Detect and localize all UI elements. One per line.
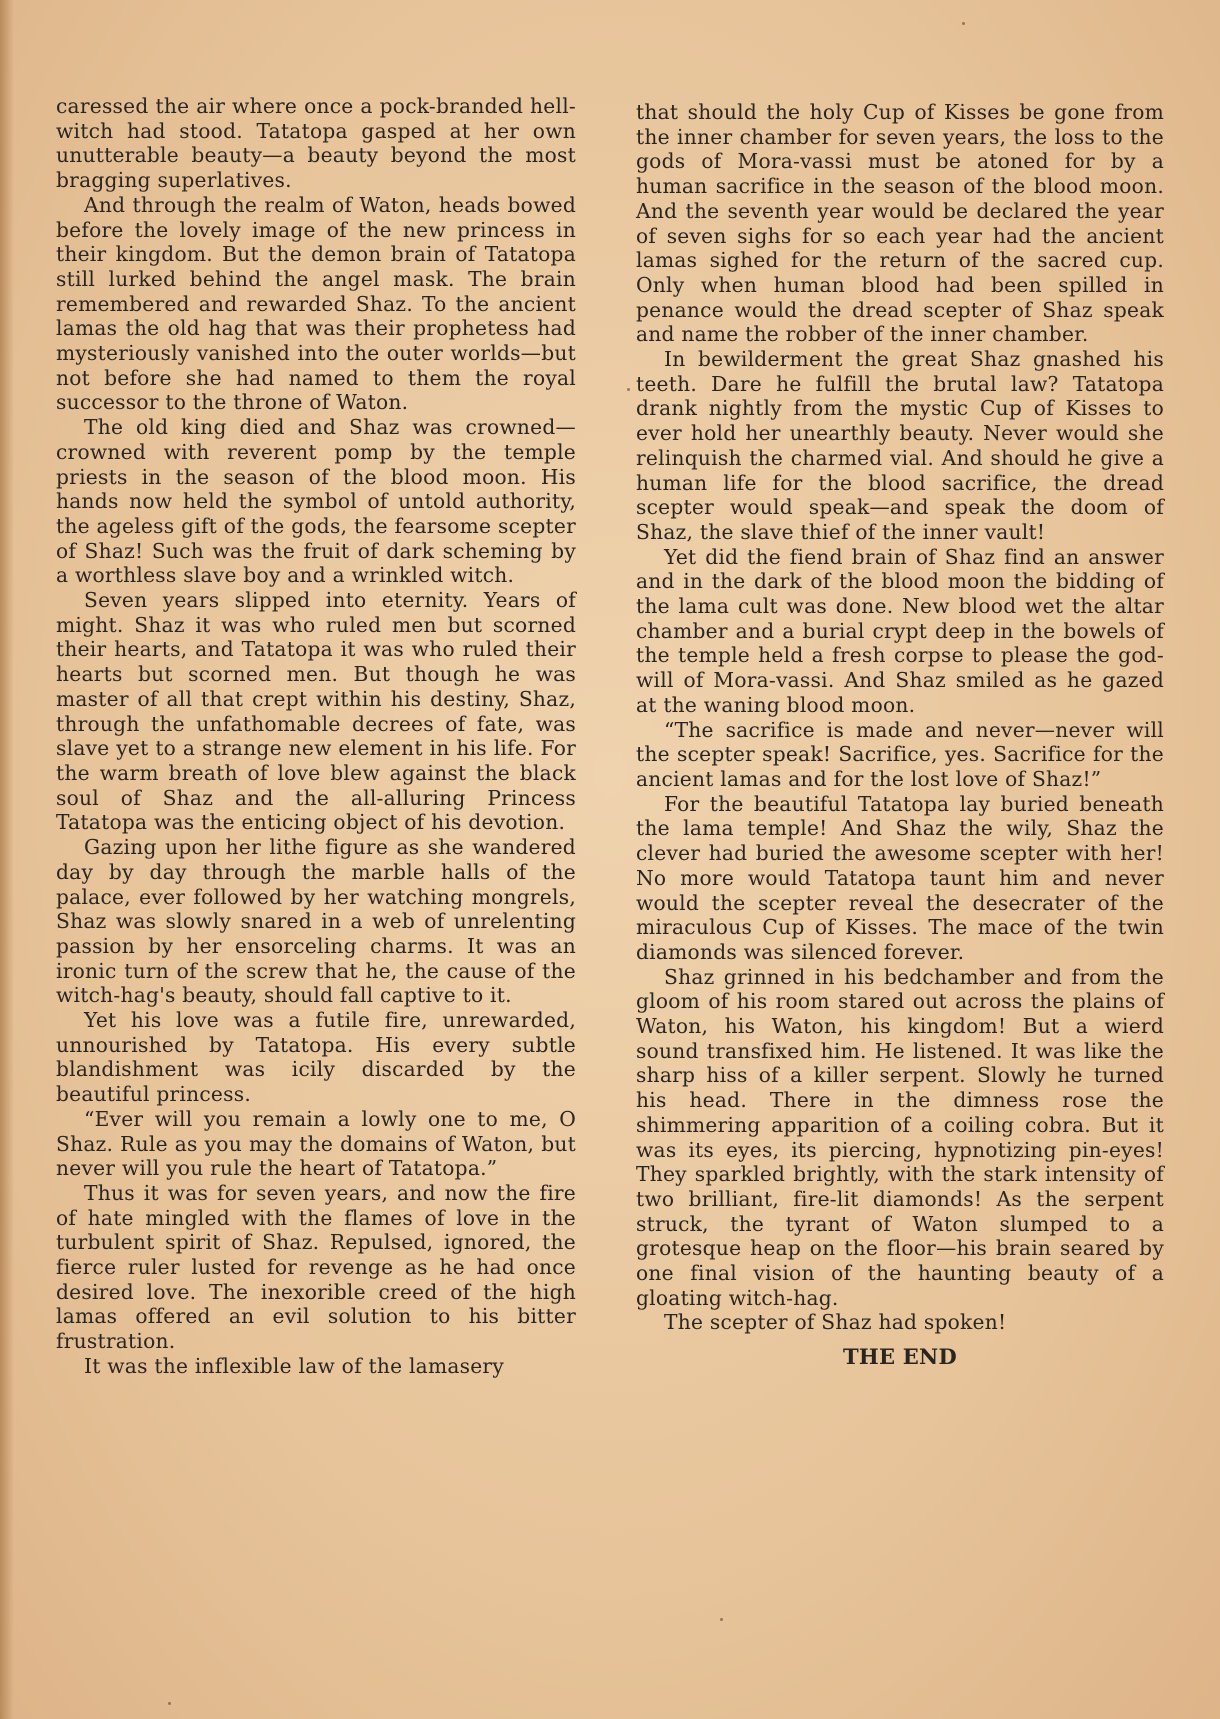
paragraph: It was the inflexible law of the lamasery: [84, 1353, 504, 1378]
right-text-column: [636, 100, 1164, 1370]
paragraph: Gazing upon her lithe figure as she wandered day by day through the marble halls of the palace, ever followed by her watching mongrels, Shaz was slowly snared in a web of unrelenting passion by her ensorceling charms. It was an ironic turn of the screw that he, the cause of the witch-hag's beauty, should fall captive to it.: [56, 835, 576, 1008]
paragraph: And through the realm of Waton, heads bowed before the lovely image of the new princess in their kingdom. But the demon brain of Tatatopa still lurked behind the angel mask. The brain remembered and rewarded Shaz. To the ancient lamas the old hag that was their prophetess had mysteriously vanished into the outer worlds—but not before she had named to them the royal successor to the throne of Waton.: [56, 192, 576, 415]
left-text-column: [56, 94, 576, 1379]
page-binding-shadow: [0, 0, 14, 1719]
paragraph: The scepter of Shaz had spoken!: [664, 1310, 1007, 1335]
paragraph: Shaz grinned in his bedchamber and from the gloom of his room stared out across the plains of Waton, his Waton, his kingdom! But a wierd sound transfixed him. He listened. It was like the sharp hiss of a killer serpent. Slowly he turned his head. There in the dimness rose the shimmering apparition of a coiling cobra. But it was its eyes, its piercing, hypnotizing pin-eyes! They sparkled brightly, with the stark intensity of two brilliant, fire-lit diamonds! As the serpent struck, the tyrant of Waton slumped to a grotesque heap on the floor—his brain seared by one final vision of the haunting beauty of a gloating witch-hag.: [636, 964, 1164, 1310]
paragraph: The old king died and Shaz was crowned—crowned with reverent pomp by the temple priests in the season of the blood moon. His hands now held the symbol of untold authority, the ageless gift of the gods, the fearsome scepter of Shaz! Such was the fruit of dark scheming by a worthless slave boy and a wrinkled witch.: [56, 415, 576, 588]
paragraph: Yet his love was a futile fire, unrewarded, unnourished by Tatatopa. His every subtle blandishment was icily discarded by the beautiful princess.: [56, 1008, 576, 1107]
paragraph: Seven years slipped into eternity. Years of might. Shaz it was who ruled men but scorned their hearts, and Tatatopa it was who ruled their hearts but scorned men. But though he was master of all that crept within his destiny, Shaz, through the unfathomable decrees of fate, was slave yet to a strange new element in his life. For the warm breath of love blew against the black soul of Shaz and the all-alluring Princess Tatatopa was the enticing object of his devotion.: [56, 588, 576, 835]
the-end-label: THE END: [843, 1344, 957, 1370]
paragraph: In bewilderment the great Shaz gnashed his teeth. Dare he fulfill the brutal law? Tatatopa drank nightly from the mystic Cup of Kisses to ever hold her unearthly beauty. Never would she relinquish the charmed vial. And should he give a human life for the blood sacrifice, the dread scepter would speak—and speak the doom of Shaz, the slave thief of the inner vault!: [636, 347, 1164, 544]
paragraph: Thus it was for seven years, and now the fire of hate mingled with the flames of love in the turbulent spirit of Shaz. Repulsed, ignored, the fierce ruler lusted for revenge as he had once desired love. The inexorible creed of the high lamas offered an evil solution to his bitter frustration.: [56, 1180, 576, 1354]
paper-speck: [962, 22, 965, 25]
paper-speck: [720, 1618, 723, 1621]
paragraph: “The sacrifice is made and never—never will the scepter speak! Sacrifice, yes. Sacrifice for the ancient lamas and for the lost love of Shaz!”: [636, 717, 1164, 791]
paragraph: For the beautiful Tatatopa lay buried beneath the lama temple! And Shaz the wily, Shaz the clever had buried the awesome scepter with her! No more would Tatatopa taunt him and never would the scepter reveal the desecrater of the miraculous Cup of Kisses. The mace of the twin diamonds was silenced forever.: [636, 791, 1164, 964]
paragraph: caressed the air where once a pock-branded hell-witch had stood. Tatatopa gasped at her own unutterable beauty—a beauty beyond the most bragging superlatives.: [56, 94, 576, 193]
paper-speck: [627, 388, 630, 391]
paragraph: that should the holy Cup of Kisses be gone from the inner chamber for seven years, the loss to the gods of Mora-vassi must be atoned for by a human sacrifice in the season of the blood moon. And the seventh year would be declared the year of seven sighs for so each year had the ancient lamas sighed for the return of the sacred cup. Only when human blood had been spilled in penance would the dread scepter of Shaz speak and name the robber of the inner chamber.: [636, 100, 1164, 347]
paragraph: Yet did the fiend brain of Shaz find an answer and in the dark of the blood moon the bidding of the lama cult was done. New blood wet the altar chamber and a burial crypt deep in the bowels of the temple held a fresh corpse to please the god-will of Mora-vassi. And Shaz smiled as he gazed at the waning blood moon.: [636, 544, 1164, 717]
paper-speck: [168, 1702, 171, 1705]
paragraph: “Ever will you remain a lowly one to me, O Shaz. Rule as you may the domains of Waton, but never will you rule the heart of Tatatopa.”: [56, 1106, 576, 1181]
